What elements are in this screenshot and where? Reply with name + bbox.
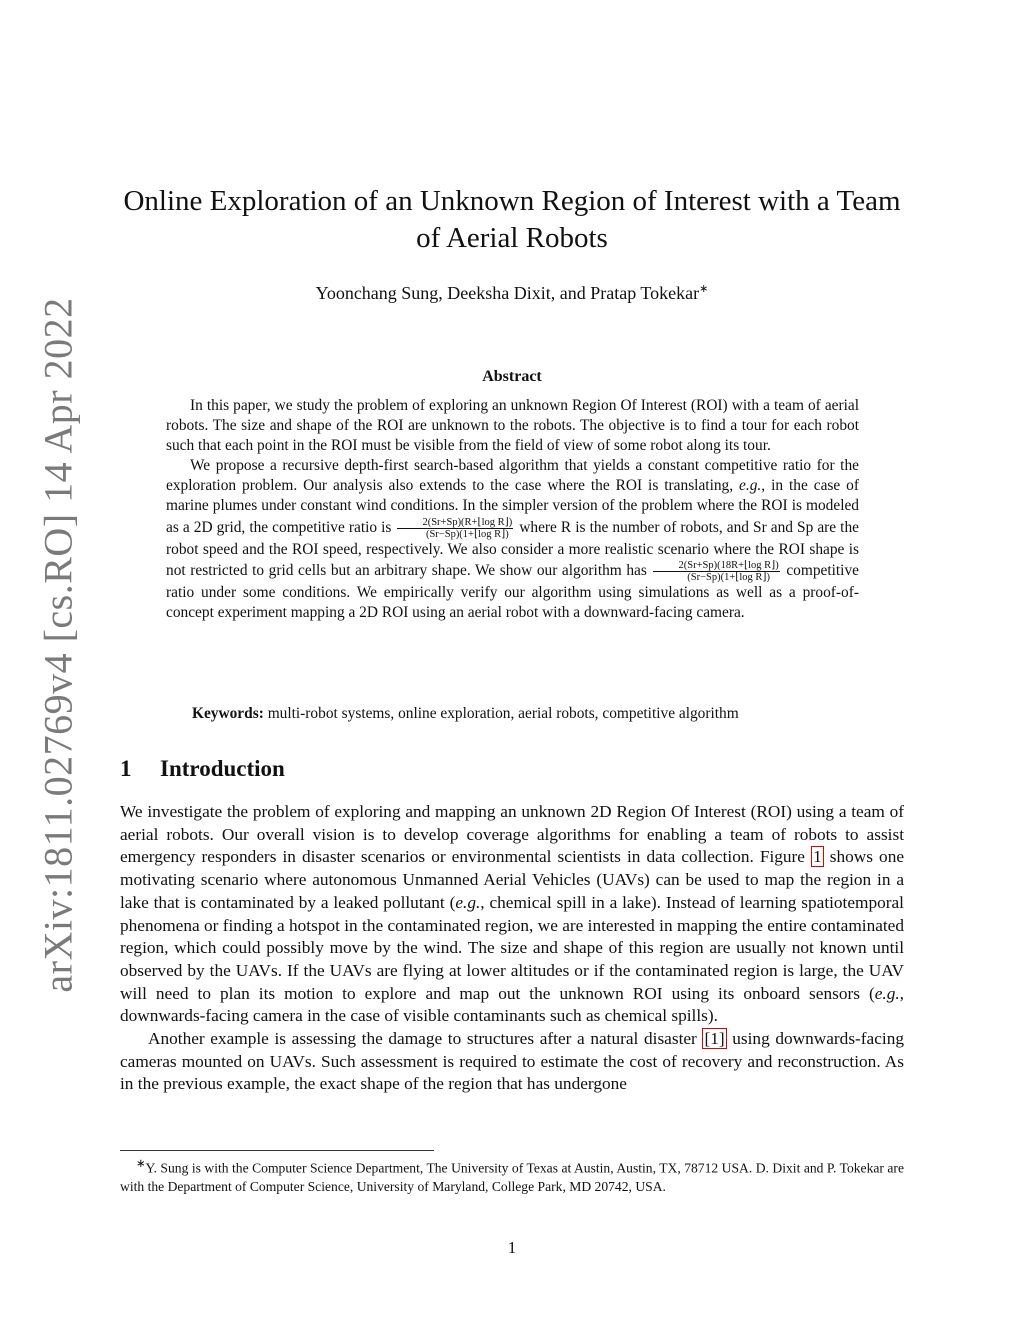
intro-eg: e.g. xyxy=(874,983,900,1003)
section-title: Introduction xyxy=(160,756,285,781)
abstract-paragraph-2 xyxy=(166,456,859,623)
paper-title xyxy=(110,183,914,257)
abstract-text: competitive ratio under some conditions. We empirically verify our algorithm using simulations as well as a proof-of-concept experiment mapping a 2D ROI using an aerial robot with a downward-facing camera. xyxy=(166,561,859,621)
competitive-ratio-formula-1 xyxy=(397,517,513,540)
abstract-eg: e.g. xyxy=(739,477,762,495)
intro-text: , downwards-facing camera in the case of visible contaminants such as chemical spills). xyxy=(120,983,904,1026)
author-footnote-mark: ∗ xyxy=(699,283,709,295)
formula-numerator: 2(Sr+Sp)(18R+⌊log R⌋) xyxy=(653,560,779,572)
section-heading xyxy=(120,756,285,782)
intro-eg: e.g. xyxy=(455,892,481,912)
keywords-label: Keywords: xyxy=(192,705,264,722)
figure-reference-link[interactable]: 1 xyxy=(813,847,822,867)
footnote xyxy=(120,1155,904,1197)
abstract-text: We propose a recursive depth-first search-based algorithm that yields a constant competitive ratio for the exploration problem. Our analysis also extends to the case where the ROI is translating, xyxy=(166,457,859,495)
keywords xyxy=(192,705,739,723)
abstract-text: where R is the number of robots, and Sr and Sp are the robot speed and the ROI speed, respectively. We also consider a more realistic scenario where the ROI shape is not restricted to grid cells but an arbitrary shape. We show our algorithm has xyxy=(166,518,859,579)
author-names: Yoonchang Sung, Deeksha Dixit, and Pratap Tokekar xyxy=(315,283,700,303)
footnote-text: Y. Sung is with the Computer Science Department, The University of Texas at Austin, Austin, TX, 78712 USA. D. Dixit and P. Tokekar are with the Department of Computer Science, University of Maryland, College Park, MD 20742, USA. xyxy=(120,1160,904,1195)
introduction-body xyxy=(120,801,904,1096)
intro-text: Another example is assessing the damage to structures after a natural disaster xyxy=(148,1029,697,1049)
intro-text: We investigate the problem of exploring and mapping an unknown 2D Region Of Interest (ROI) using a team of aerial robots. Our overall vision is to develop coverage algorithms for enabling a team of robots to assist emergency responders in disaster scenarios or environmental scientists in data collection. Figure xyxy=(120,802,904,867)
abstract-heading: Abstract xyxy=(482,368,542,385)
formula-denominator: (Sr−Sp)(1+⌊log R⌋) xyxy=(687,571,770,583)
page-number: 1 xyxy=(507,1238,517,1257)
abstract-text: , in the case of marine plumes under constant wind conditions. In the simpler version of the problem where the ROI is modeled as a 2D grid, the competitive ratio is xyxy=(166,477,859,536)
title-line-1: Online Exploration of an Unknown Region of Interest with a Team xyxy=(123,185,901,217)
abstract-body xyxy=(166,396,859,623)
intro-text: using downwards-facing cameras mounted on UAVs. Such assessment is required to estimate the cost of recovery and reconstruction. As in the previous example, the exact shape of the region that has undergone xyxy=(120,1029,904,1094)
intro-text: shows one motivating scenario where autonomous Unmanned Aerial Vehicles (UAVs) can be used to map the region in a lake that is contaminated by a leaked pollutant ( xyxy=(120,847,905,912)
formula-numerator: 2(Sr+Sp)(R+⌊log R⌋) xyxy=(397,517,513,529)
abstract-paragraph-1: In this paper, we study the problem of exploring an unknown Region Of Interest (ROI) with a team of aerial robots. The size and shape of the ROI are unknown to the robots. The objective is to find a tour for each robot such that each point in the ROI must be visible from the field of view of some robot along its tour. xyxy=(166,397,859,455)
intro-text: , chemical spill in a lake). Instead of learning spatiotemporal phenomena or finding a hotspot in the contaminated region, we are interested in mapping the entire contaminated region, which could possibly move by the wind. The size and shape of this region are usually not known until observed by the UAVs. If the UAVs are flying at lower altitudes or if the contaminated region is large, the UAV will need to plan its motion to explore and map out the unknown ROI using its onboard sensors ( xyxy=(120,892,904,1003)
title-line-2: of Aerial Robots xyxy=(416,222,608,254)
keywords-list: multi-robot systems, online exploration, aerial robots, competitive algorithm xyxy=(267,705,739,722)
formula-denominator: (Sr−Sp)(1+⌊log R⌋) xyxy=(425,528,509,540)
competitive-ratio-formula-2 xyxy=(653,560,779,583)
authors xyxy=(110,282,914,304)
footnote-rule xyxy=(120,1150,434,1151)
section-number: 1 xyxy=(120,756,132,781)
footnote-mark: ∗ xyxy=(136,1158,146,1170)
intro-paragraph-2 xyxy=(120,1028,904,1096)
arxiv-identifier-stamp: arXiv:1811.02769v4 [cs.RO] 14 Apr 2022 xyxy=(35,297,81,993)
intro-paragraph-1 xyxy=(120,801,904,1028)
citation-link[interactable]: [1] xyxy=(704,1029,725,1049)
